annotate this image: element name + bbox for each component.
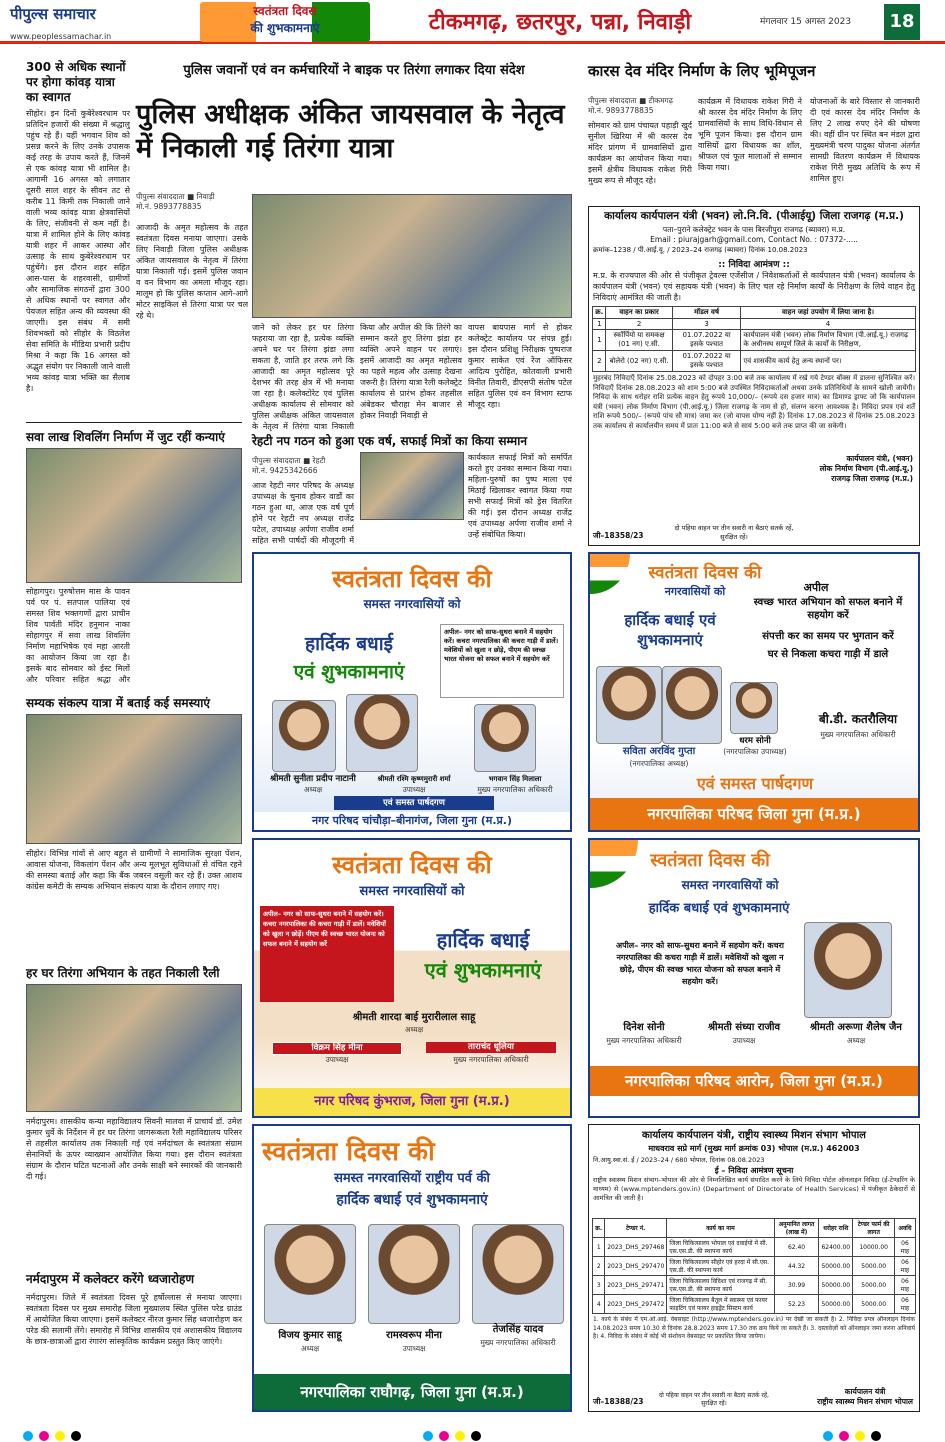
- td: 5000.00: [853, 1295, 895, 1314]
- print-registration-marks: [0, 1422, 945, 1442]
- nhm-table: [592, 1218, 915, 1314]
- td: स्कॉर्पियो या समकक्ष (01 नग) ए.सी.: [606, 330, 672, 351]
- person-role: उपाध्यक्ष: [402, 785, 426, 794]
- article-samyak: सीहोर। विभिन्न गांवों से आए बहुत से ग्रामीणों ने सामाजिक सुरक्षा पेंशन, आवास योजना, विकलांग पेंशन और अन्य मूलभूत सुविधाओं से वंचित रहने की समस्या बताई और कहा कि बैंक जबरन वसूली कर रहे हैं। उक्त आशय कांग्रेस कमेटी के सम्यक अभियान संकल्प यात्रा के दौरान लगाए गए।: [26, 849, 242, 891]
- rehti-reporter: पीपुल्स संवाददाता ■ रेहटी: [252, 456, 326, 465]
- person-name: ताराचंद धूलिया: [426, 1042, 556, 1053]
- rehti-photo: [360, 452, 464, 520]
- person-role: मुख्य नगरपालिका अधिकारी: [606, 1036, 682, 1045]
- magenta-mark: [439, 1431, 449, 1441]
- person-role: मुख्य नगरपालिका अधिकारी: [820, 730, 896, 739]
- td: 3: [672, 319, 741, 330]
- cyan-mark: [823, 1431, 833, 1441]
- person-role: मुख्य नगरपालिका अधिकारी: [477, 785, 553, 794]
- karas-mobile: मो.नं. 9893778835: [588, 106, 654, 115]
- issue-date: मंगलवार 15 अगस्त 2023: [760, 17, 852, 27]
- person-name: तेजसिंह यादव: [492, 1324, 544, 1335]
- person-name: बी.डी. कतरौलिया: [818, 712, 898, 726]
- ad-greet1: हार्दिक बधाई: [304, 633, 393, 655]
- td: 2023_DHS_297470: [605, 1257, 667, 1276]
- district-title: टीकमगढ़, छतरपुर, पन्ना, निवाड़ी: [428, 10, 692, 35]
- yellow-mark: [855, 1431, 865, 1441]
- person-role: उपाध्यक्ष: [402, 1344, 426, 1353]
- masthead-logo: [10, 4, 190, 40]
- portrait: [804, 922, 892, 1018]
- nhm-intro: राष्ट्रीय स्वास्थ्य मिशन संभाग–भोपाल की ओर से निम्नलिखित कार्य संपादित करने के लिये निविदा पोर्टल ऑनलाइन निविदा (ई-टेण्डरिंग के माध्यम) से (www.mptenders.gov.in) (Department of Directorate of Health Services) में पंजीकृत ठेकेदारों से आमंत्रित की जाती है।: [593, 1176, 915, 1202]
- td: 2: [606, 319, 672, 330]
- ad-greet: हार्दिक बधाई एवं शुभकामनाएं: [624, 611, 716, 649]
- ad-footer: नगरपालिका परिषद जिला गुना (म.प्र.): [590, 798, 918, 830]
- nhm-notes: 1. कार्य के संबंध में एम.ओ.आई. वेबसाइट (http://www.mptenders.gov.in) पर देखी जा सकती है। 2. निविदा प्रपत्र ऑनलाइन दिनांक 14.08.2023 समय 10.30 से दिनांक 28.8.2023 समय 17.30 तक क्रय किये जा सकते हैं। 3. दस्तावेज़ों को ऑनलाइन जमा करना अनिवार्य है। 4. निविदा के संबंध में कोई भी संशोधन वेबसाइट पर प्रकाशित किया जायेगा।: [593, 1316, 915, 1340]
- table-row: [593, 1276, 915, 1295]
- headline-shivling: सवा लाख शिवलिंग निर्माण में जुट रहीं कन्याएं: [26, 430, 225, 444]
- ad-title: स्वतंत्रता दिवस की: [332, 565, 492, 593]
- person-role: (नगरपालिका उपाध्यक्ष): [723, 747, 787, 756]
- th: अनुमानित लागत (लाख में): [774, 1219, 819, 1238]
- person-name: दिनेश सोनी: [623, 1022, 665, 1033]
- ad-footer: नगरपालिका परिषद आरोन, जिला गुना (म.प्र.): [590, 1066, 918, 1096]
- tender-signature: [589, 454, 919, 484]
- person-role: उपाध्यक्ष: [732, 1036, 756, 1045]
- karas-headline: कारस देव मंदिर निर्माण के लिए भूमिपूजन: [588, 62, 816, 80]
- th: क्र.: [593, 1219, 605, 1238]
- rehti-mobile: मो.नं. 9425342666: [252, 466, 318, 475]
- nhm-office: कार्यालय कार्यपालन यंत्री, राष्ट्रीय स्वास्थ्य मिशन संभाग भोपाल: [642, 1130, 866, 1141]
- independence-banner: [200, 2, 370, 42]
- tender-ref: क्रमांक–1238 / पी.आई.यू. / 2023–24 राजगढ़ (ब्यावरा) दिनांक 10.08.2023: [593, 246, 808, 254]
- table-row: [593, 1295, 915, 1314]
- td: 2023_DHS_297471: [605, 1276, 667, 1295]
- person-name: रामस्वरूप मीना: [386, 1330, 442, 1341]
- page-number: 18: [884, 4, 920, 40]
- portrait: [264, 1224, 356, 1324]
- td: 2023_DHS_297468: [605, 1238, 667, 1257]
- person-role: अध्यक्ष: [300, 1344, 320, 1353]
- article-shivling-cont: [136, 586, 242, 686]
- portrait: [474, 704, 536, 772]
- td: 1: [593, 1238, 605, 1257]
- ad-title: स्वतंत्रता दिवस की: [650, 850, 770, 871]
- person-role: अध्यक्ष: [404, 1025, 424, 1034]
- karas-text-3: योजनाओं के बारे विस्तार से जानकारी दी एवं कारस देव मंदिर निर्माण के लिए 2 लाख रुपए देने की घोषणा की। वहीं ग्रीन पर स्थित बन मंडल द्वारा मुख्यमंत्री चरण पादुका योजना अंतर्गत सामग्री वितरण कार्यक्रम में विधायक राकेश गिरी मुख्य अतिथि के रूप में शामिल हुए।: [810, 97, 920, 183]
- lead-text-2: जाने को लेकर हर घर तिरंगा फहराया जा रहा है, प्रत्येक व्यक्ति अपने घर पर तिरंगा झंडा लगा सकता है, जाति हर तरफ लगे कि आजादी का अमृत महोत्सव पूरे देशभर की तरह क्षेत्र में भी मनाया जा रहा है। कलेक्टोरेट एवं पुलिस अधीक्षक कार्यालय से सोमवार को पुलिस अधीक्षक अंकित जायसवाल के नेतृत्व में तिरंगा यात्रा निकाली: [252, 323, 354, 431]
- portrait: [368, 1224, 460, 1324]
- article-shivling: सोहागपुर। पुरुषोत्तम मास के पावन पर्व पर पं. सतपाल पालिया एवं समस्त शिव भक्तगणों द्वारा प्राचीन शिव पार्वती मंदिर हनुमान नाका सोहागपुर में सवा लाख शिवलिंग निर्माण महाभिषेक एवं महा आरती का आयोजन किया जा रहा है। इसके बाद सोमवार को ईस्ट मिलों और परिवार सहित श्रद्धा और: [26, 587, 130, 684]
- article-collector: नर्मदापुरम। जिले में स्वतंत्रता दिवस पूरे हर्षोल्लास से मनाया जाएगा। स्वतंत्रता दिवस पर मुख्य समारोह जिला मुख्यालय स्थित पुलिस परेड ग्राउंड में आयोजित किया जाएगा। इसमें कलेक्टर नीरज कुमार सिंह ध्वजारोहण कर परेड की सलामी लेंगे। समारोह में विभिन्न शासकीय एवं अशासकीय विद्यालय के छात्र-छात्राओं द्वारा रंगारंग सांस्कृतिक कार्यक्रम प्रस्तुत किए जाएंगे।: [26, 1293, 242, 1346]
- td: जिला चिकित्सालय भोपाल एवं दवाईयों में सी. एस.एस.डी. की स्थापना कार्य: [667, 1238, 774, 1257]
- portrait: [730, 682, 778, 734]
- portrait: [272, 700, 336, 772]
- ad-chanchoda: [252, 552, 572, 832]
- article-rally: नर्मदापुरम। शासकीय कन्या महाविद्यालय सिवनी मालवा में प्राचार्य डॉ. उमेश कुमार धुर्वे के निर्देशन में हर घर तिरंगा जागरूकता रैली महाविद्यालय परिसर से तहसील कार्यालय तक निकाली गई एवं नर्मदांचल के स्वतंत्रता संग्राम सेनानियों के ऊपर व्याख्यान आयोजित किया गया। इस दौरान स्वतंत्रता संग्राम के दौरान घटित घटनाओं और उनके साक्षी बने स्मारकों की जानकारी दी गई।: [26, 1117, 242, 1181]
- tender-body: मुहरबंद निविदाएँ दिनांक 25.08.2023 को दोपहर 3:00 बजे तक कार्यालय में रखे गये टेण्डर बॉक्स में डालना सुनिश्चित करें। निविदाएँ दिनांक 28.08.2023 को शाम 5:00 बजे उपस्थित निविदाकर्ताओं अथवा उनके प्रतिनिधियों के सामने खोली जायेंगी। निविदा के साथ धरोहर राशि प्रत्येक वाहन हेतु रूपये 10,000/– (रूपये दस हजार मात्र) का डिमाण्ड ड्राफ्ट जो कि कार्यपालन यंत्री (भवन) लोक निर्माण विभाग (पी.आई.यू.) जिला राजगढ़ के नाम से हो, संलग्न करना आवश्यक है। निविदा प्रपत्र एवं शर्तें राशि रूपये 500/– (रूपये पांच सौ मात्र) जमा कर (जो वापस योग्य नहीं है) दिनांक 17.08.2023 से दिनांक 25.08.2023 तक कार्यालय से कार्यालयीन समय में प्रातः 11:00 बजे से सायं 5:00 बजे तक प्राप्त की जा सकेगी।: [593, 374, 915, 430]
- tender-email: Email : piurajgarh@gmail.com, Contact No. : 07372-.....: [650, 235, 858, 244]
- td: 4: [593, 1295, 605, 1314]
- ad-title: स्वतंत्रता दिवस की: [262, 1137, 435, 1167]
- td: 06 माह: [895, 1257, 915, 1276]
- ad-title: स्वतंत्रता दिवस की: [332, 851, 492, 879]
- ad-footer: नगरपालिका राघौगढ़, जिला गुना (म.प्र.): [254, 1374, 570, 1410]
- ad-sub: नगरवासियों को: [664, 585, 726, 598]
- ad-sub: समस्त नगरवासियों को: [363, 597, 461, 611]
- nhm-address: माधवराव सप्रे मार्ग (मुख्य मार्ग क्रमांक 03) भोपाल (म.प्र.) 462003: [648, 1144, 860, 1153]
- person-name: सविता अरविंद गुप्ता: [622, 746, 696, 757]
- lead-text-1: आजादी के अमृत महोत्सव के तहत स्वतंत्रता दिवस मनाया जाएगा। उसके लिए निवाड़ी जिला पुलिस अधीक्षक अंकित जायसवाल के नेतृत्व में तिरंगा यात्रा निकाली गई। इसमें पुलिस जवान व वन विभाग का अमला मौजूद रहा। मालूम हो कि पुलिस कप्तान आगे-आगे मोटर साइकिल से तिरंगा यात्रा पर चल रहे थे।: [136, 223, 248, 320]
- ad-appeal-3: घर से निकला कचरा गाड़ी में डाले: [767, 649, 889, 660]
- nhm-slogan: दो पहिया वाहन पर तीन सवारी ना बैठाएं सतर्क रहें, सुरक्षित रहें।: [659, 1392, 769, 1407]
- nhm-title: ई – निविदा आमंत्रण सूचना: [714, 1166, 794, 1175]
- ad-footer: नगर परिषद कुंभराज, जिला गुना (म.प्र.): [254, 1088, 570, 1116]
- sign-line: कार्यपालन यंत्री, (भवन): [846, 454, 913, 463]
- black-mark: [471, 1431, 481, 1441]
- headline-kanwar: 300 से अधिक स्थानों पर होगा कांवड़ यात्रा का स्वागत: [26, 60, 126, 104]
- th: कार्य का नाम: [667, 1219, 774, 1238]
- person-name: श्रीमती अरूणा शैलेष जैन: [810, 1022, 902, 1033]
- table-row: [593, 1257, 915, 1276]
- th: टेण्डर नं.: [605, 1219, 667, 1238]
- rehti-byline: [252, 456, 354, 476]
- headline-samyak: सम्यक संकल्प यात्रा में बताई कई समस्याएं: [26, 696, 210, 710]
- portrait: [596, 666, 662, 744]
- ad-sub: समस्त नगरवासियों को: [359, 884, 465, 899]
- portrait: [346, 694, 418, 772]
- ad-raghogarh: [252, 1124, 572, 1412]
- ad-sub: समस्त नगरवासियों राष्ट्रीय पर्व की: [334, 1171, 490, 1186]
- nhm-signature: [817, 1387, 913, 1407]
- tender-slogan: दो पहिया वाहन पर तीन सवारी ना बैठाएं सतर्क रहें, सुरक्षित रहें।: [674, 524, 794, 541]
- tender-gno: जी–18358/23: [593, 531, 644, 540]
- yellow-mark: [55, 1431, 65, 1441]
- page-header: [0, 0, 945, 44]
- headline-tiranga-rally: हर घर तिरंगा अभियान के तहत निकाली रैली: [26, 966, 220, 980]
- tender-intro: म.प्र. के राज्यपाल की ओर से पंजीकृत ट्रेवल्स एजेंसीज / निवेशकर्ताओं से कार्यपालन यंत्री (भवन) कार्यालय के कार्यपालन यंत्री (भवन) एवं सहायक यंत्री (भवन) के लिए चल रहे निर्माण कार्यों के निरीक्षण के लिये वाहन हेतु निविदाएं आमंत्रित की जाती है।: [593, 271, 915, 302]
- ad-greet: हार्दिक बधाई एवं शुभकामनाएं: [648, 901, 790, 916]
- ad-council: एवं समस्त पार्षदगण: [696, 774, 814, 793]
- ad-appeal-1: स्वच्छ भारत अभियान को सफल बनाने में सहयोग करें: [753, 597, 903, 621]
- ad-appeal-2: संपत्ती कर का समय पर भुगतान करें: [762, 631, 894, 642]
- tender-table: [592, 306, 915, 372]
- tender-address: पता–पुराने कलेक्ट्रेट भवन के पास बिरजीपुरा राजगढ़ (ब्यावरा) म.प्र.: [662, 225, 846, 234]
- td: 50000.00: [819, 1295, 853, 1314]
- sign-line: लोक निर्माण विभाग (पी.आई.यू.): [819, 464, 913, 473]
- table-row: [593, 330, 915, 351]
- td: कार्यपालन यंत्री (भवन) लोक निर्माण विभाग (पी.आई.यू.) राजगढ़ के अधीनस्थ सम्पूर्ण जिले के कार्यों के निरीक्षण,: [741, 330, 915, 351]
- lead-headline: पुलिस अधीक्षक अंकित जायसवाल के नेतृत्व में निकाली गई तिरंगा यात्रा: [136, 99, 565, 164]
- person-name: विक्रम सिंह मीना: [272, 1042, 402, 1055]
- td: 4: [741, 319, 915, 330]
- ad-title: स्वतंत्रता दिवस की: [648, 563, 762, 583]
- person-name: भगवान सिंह मिलाला: [488, 775, 542, 783]
- magenta-mark: [839, 1431, 849, 1441]
- lead-photo-tiranga: [252, 194, 572, 318]
- rehti-headline: रेहटी नप गठन को हुआ एक वर्ष, सफाई मित्रों का किया सम्मान: [252, 434, 527, 448]
- td: 2023_DHS_297472: [605, 1295, 667, 1314]
- td: 50000.00: [819, 1257, 853, 1276]
- person-name: श्रीमती रश्मि कृष्णमुरारी शर्मा: [377, 775, 451, 783]
- person-name: श्रीमती संध्या राजीव: [707, 1022, 781, 1033]
- tender-notice-nhm: [588, 1124, 920, 1412]
- lead-text-3: किया और अपील की कि तिरंगे का सम्मान करते हुए तिरंगा झंडा हर व्यक्ति अपने वाहन पर लगाएं। इसमें आजादी का अमृत महोत्सव का पहले महत्व और उत्साह देखना जरूरी है। तिरंगा यात्रा रैली कलेक्ट्रेट कार्यालय से प्रारंभ होकर तहसील अंबेडकर चौराहा मेन बाजार से होकर निवाड़ी निवाड़ी से: [360, 323, 462, 420]
- td: 01.07.2022 या इसके पश्चात: [672, 351, 741, 372]
- ad-kumbhraj: [252, 838, 572, 1118]
- person-role: मुख्य नगरपालिका अधिकारी: [453, 1055, 529, 1064]
- tender-office: कार्यालय कार्यपालन यंत्री (भवन) लो.नि.वि. (पीआईयू) जिला राजगढ़ (म.प्र.): [604, 210, 904, 222]
- td: 2: [593, 351, 606, 372]
- th: वाहन जहां उपयोग में लिया जाना है।: [741, 307, 915, 319]
- td: 62400.00: [819, 1238, 853, 1257]
- td: 1: [593, 319, 606, 330]
- portrait: [472, 1224, 564, 1324]
- td: 62.40: [774, 1238, 819, 1257]
- ad-greet: हार्दिक बधाई एवं शुभकामनाएं: [336, 1192, 488, 1208]
- photo-shivling: [26, 448, 242, 583]
- karas-text-1: सोमवार को ग्राम पंचायत पहाड़ी खुर्द सुनील खिरिया में श्री कारस देव मंदिर प्रांगण में ग्रामवासियों द्वारा कार्यक्रम का आयोजन किया गया। इसमें क्षेत्रीय विधायक राकेश गिरी मुख्य रूप से मौजूद रहे।: [588, 121, 692, 185]
- karas-reporter: पीपुल्स संवाददाता ■ टीकमगढ़: [588, 96, 673, 105]
- ad-greet2: एवं शुभकामनाएं: [293, 661, 405, 683]
- td: 5000.00: [853, 1276, 895, 1295]
- karas-text-2: कार्यक्रम में विधायक राकेश गिरी ने श्री कारस देव मंदिर निर्माण के लिए ग्रामवासियों के साथ विधि-विधान से भूमि पूजन किया। इस दौरान ग्राम वासियों द्वारा विधायक का शॉल, श्रीफल एवं फूल मालाओं से सम्मान किया गया।: [698, 97, 802, 172]
- ad-greet2: एवं शुभकामनाएं: [424, 958, 542, 982]
- th: टेण्डर फार्म की लागत: [853, 1219, 895, 1238]
- lead-reporter: पीपुल्स संवाददाता ■ निवाड़ी: [136, 192, 215, 201]
- td: 01.07.2022 या इसके पश्चात: [672, 330, 741, 351]
- nhm-gno: जी–18388/23: [593, 1397, 644, 1406]
- rehti-text-1: आज रेहटी नगर परिषद के अध्यक्ष उपाध्यक्ष के चुनाव होकर वार्डों का गठन हुआ था, आज एक वर्ष पूर्ण होने पर रेहटी नप अध्यक्ष राजेंद्र पटेल, उपाध्यक्ष अर्पणा राजीव शर्मा सहित सभी पार्षदों की मौजूदगी में: [252, 481, 354, 545]
- ad-greet1: हार्दिक बधाई: [436, 928, 530, 952]
- ad-footer: नगर परिषद चांचौड़ा–बीनागंज, जिला गुना (म.प्र.): [254, 812, 570, 830]
- td: बोलेरो (02 नग) ए.सी.: [606, 351, 672, 372]
- table-row: [593, 351, 915, 372]
- ad-sub: समस्त नगरवासियों को: [681, 878, 779, 892]
- ad-appeal: अपील– नगर को साफ-सुथरा बनाने में सहयोग करें। कचरा नगरपालिका की कचरा गाड़ी में डालें। मवेशियों को खुला न छोड़े, पीएम की स्वच्छ भारत योजना को सफल बनाने में सहयोग करें।: [616, 941, 784, 986]
- magenta-mark: [39, 1431, 49, 1441]
- ad-aron: [588, 838, 920, 1118]
- ad-appeal: अपील– नगर को साफ-सुथरा बनाने में सहयोग करें। कचरा नगरपालिका की कचरा गाड़ी में डालें। मवेशियों को खुला न छोड़ें। पीएम की स्वच्छ भारत योजना को सफल बनाने में सहयोग करें: [260, 906, 394, 1002]
- ad-council: एवं समस्त पार्षदगण: [334, 796, 494, 810]
- logo-url: www.peoplessamachar.in: [10, 32, 112, 41]
- th: क्र.: [593, 307, 606, 319]
- sign-line: राष्ट्रीय स्वास्थ्य मिशन संभाग भोपाल: [817, 1397, 913, 1406]
- table-row: [593, 1238, 915, 1257]
- nhm-ref: नि.आयु.स्वा.सं. ई / 2023–24 / 680 भोपाल, दिनांक 08.08.2023: [593, 1156, 765, 1164]
- td: 2: [593, 1257, 605, 1276]
- cyan-mark: [23, 1431, 33, 1441]
- black-mark: [871, 1431, 881, 1441]
- tender-title: :: निविदा आमंत्रण ::: [718, 260, 790, 270]
- person-role: अध्यक्ष: [846, 1036, 866, 1045]
- td: 06 माह: [895, 1295, 915, 1314]
- td: जिला चिकित्सालय बैतूल में स्वास्थ्य एवं फायर फाइटिंग एवं फायर हाइड्रेंट सिस्टम कार्य: [667, 1295, 774, 1314]
- photo-samyak: [26, 714, 242, 844]
- th: अवधि: [895, 1219, 915, 1238]
- td: जिला चिकित्सालय विदिशा एवं राजगढ़ में सी. एस.एस.डी. की स्थापना कार्य: [667, 1276, 774, 1295]
- td: 52.23: [774, 1295, 819, 1314]
- lead-byline: [136, 192, 248, 212]
- portrait: [662, 666, 722, 744]
- td: एवं शासकीय कार्य हेतु अन्य स्थानों पर।: [741, 351, 915, 372]
- karas-byline: [588, 96, 692, 116]
- td: जिला चिकित्सालय सीहोर एवं हरदा में सी.एस. एस.डी. की स्थापना कार्य: [667, 1257, 774, 1276]
- black-mark: [71, 1431, 81, 1441]
- sign-line: राजगढ़ जिला राजगढ़ (म.प्र.): [831, 474, 913, 483]
- ad-appeal-head: अपील: [803, 581, 829, 594]
- ad-guna: [588, 552, 920, 832]
- person-role: (नगरपालिका अध्यक्ष): [629, 759, 689, 768]
- person-name: विजय कुमार साहू: [278, 1330, 342, 1341]
- tender-notice-rajgarh: [588, 206, 920, 546]
- ad-appeal: अपील– नगर को साफ-सुथरा बनाने में सहयोग करें। कचरा नगरपालिका की कचरा गाड़ी में डालें। मवेशियों को खुला न छोड़े, पीएम की स्वच्छ भारत योजना को सफल बनाने में सहयोग करें: [440, 624, 564, 698]
- td: 5000.00: [853, 1257, 895, 1276]
- td: 06 माह: [895, 1238, 915, 1257]
- th: वाहन का प्रकार: [606, 307, 672, 319]
- td: 10000.00: [853, 1238, 895, 1257]
- headline-collector: नर्मदापुरम में कलेक्टर करेंगे ध्वजारोहण: [26, 1272, 195, 1286]
- sign-line: कार्यपालन यंत्री: [844, 1387, 886, 1396]
- person-name: धरम सोनी: [739, 736, 771, 746]
- logo-name: पीपुल्स समाचार: [10, 5, 96, 23]
- person-name: श्रीमती शारदा बाई मुरारीलाल साहू: [352, 1012, 476, 1023]
- lead-text-4: वापस बायपास मार्ग से होकर कलेक्ट्रेट कार्यालय पर संपन्न हुई। इस दौरान प्रशिक्षु निरीक्षक पुष्पराज कुमार साकेत एवं रेंज ऑफिसर आदित्य पुरोहित, कोतवाली प्रभारी विनीत तिवारी, डीएसपी संतोष पटेल सहित पुलिस एवं वन विभाग स्टाफ मौजूद रहा।: [468, 323, 572, 409]
- lead-kicker: पुलिस जवानों एवं वन कर्मचारियों ने बाइक पर तिरंगा लगाकर दिया संदेश: [183, 63, 525, 78]
- th: मॉडल वर्ष: [672, 307, 741, 319]
- td: 3: [593, 1276, 605, 1295]
- td: 50000.00: [819, 1276, 853, 1295]
- person-role: मुख्य नगरपालिका अधिकारी: [480, 1338, 556, 1347]
- banner-line2: की शुभकामनाएं: [250, 21, 320, 35]
- article-kanwar: सीहोर। इन दिनों कुबेरेश्वरधाम पर प्रतिदिन हजारों की संख्या में श्रद्धालु पहुंच रहे हैं। यहीं भगवान शिव को प्रसन्न करने के लिए उनके उपासक कई तरह के उपाय करते हैं, जिनमें से एक कांवड़ यात्रा भी शामिल है। आगामी 16 अगस्त को लगातार दूसरी साल शहर के सीवन तट से करीब 11 किमी तक निकाली जाने वाली भव्य कांवड़ यात्रा क्षेत्रवासियों के लिए, संजीवनी से कम नहीं है। यात्रा में शामिल होने के लिए कांवड़ यात्री शहर में आकर आस्था और उत्साह के साथ कुबेरेश्वरधाम पर पहुंचेंगे। इस दौरान शहर सहित आस-पास के शहरवासी, ग्रामीणों और सामाजिक संगठनों द्वारा 300 से अधिक स्थानों पर स्वागत और पेयजल सहित अन्य की व्यवस्था की जाएगी। इस संबंध में समी शिवभक्तों को सीहोर के विठलेश सेवा समिति के मीडिया प्रभारी प्रदीप मिश्रा ने कहा कि 16 अगस्त को अद्भुत संयोग पर निकाली जाने वाली भव्य कांवड़ यात्रा भक्ति का सैलाब है।: [26, 109, 130, 393]
- rehti-text-2: कार्यकाल सफाई मित्रों को समर्पित करते हुए उनका सम्मान किया गया। महिला-पुरुषों का पुष्प माला एवं मिठाई खिलाकर स्वागत किया गया सभी सफाई मित्रों को ड्रेस वितरित की गई। इस दौरान अध्यक्ष राजेंद्र एवं उपाध्यक्ष अर्पणा राजीव शर्मा ने उन्हें संबोधित किया।: [468, 453, 572, 539]
- td: 1: [593, 330, 606, 351]
- th: धरोहर राशि: [819, 1219, 853, 1238]
- td: 30.99: [774, 1276, 819, 1295]
- person-name: श्रीमती सुनीता प्रदीप नाटानी: [270, 774, 356, 784]
- td: 44.32: [774, 1257, 819, 1276]
- photo-rally: [26, 984, 242, 1112]
- lead-mobile: मो.नं. 9893778835: [136, 202, 202, 211]
- td: 06 माह: [895, 1276, 915, 1295]
- yellow-mark: [455, 1431, 465, 1441]
- person-role: उपाध्यक्ष: [325, 1055, 349, 1064]
- banner-line1: स्वतंत्रता दिवस: [253, 4, 317, 18]
- cyan-mark: [423, 1431, 433, 1441]
- person-role: अध्यक्ष: [303, 785, 323, 794]
